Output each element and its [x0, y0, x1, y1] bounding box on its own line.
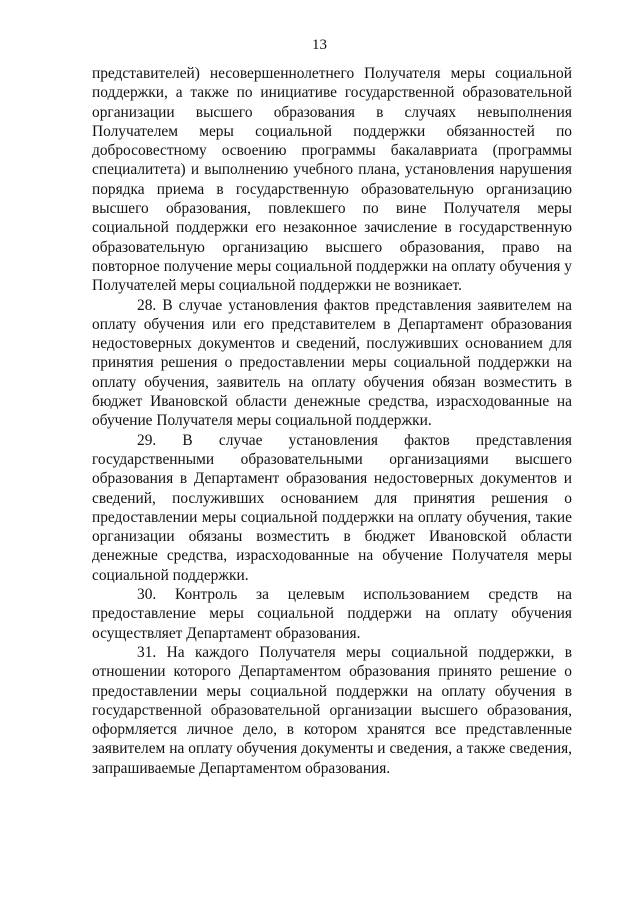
document-body [92, 64, 572, 778]
paragraph-29: 29. В случае установления фактов представления государственными образовательными организациями высшего образования в Департамент образования недостоверных документов и сведений, послуживших основанием для принятия решения о предоставлении меры социальной поддержки на оплату обучения, такие организации обязаны возместить в бюджет Ивановской области денежные средства, израсходованные на обучение Получателя меры социальной поддержки. [92, 431, 572, 584]
paragraph-31: 31. На каждого Получателя меры социальной поддержки, в отношении которого Департаментом образования принято решение о предоставлении меры социальной поддержки на оплату обучения в государственной образовательной организации высшего образования, оформляется личное дело, в котором хранятся все представленные заявителем на оплату обучения документы и сведения, а также сведения, запрашиваемые Департаментом образования. [92, 643, 572, 777]
paragraph-28: 28. В случае установления фактов представления заявителем на оплату обучения или его представителем в Департамент образования недостоверных документов и сведений, послуживших основанием для принятия решения о предоставлении меры социальной поддержки на оплату обучения, заявитель на оплату обучения обязан возместить в бюджет Ивановской области денежные средства, израсходованные на обучение Получателя меры социальной поддержки. [92, 296, 572, 430]
paragraph-continuation: представителей) несовершеннолетнего Получателя меры социальной поддержки, а также по инициативе государственной образовательной организации высшего образования в случаях невыполнения Получателем меры социальной поддержки обязанностей по добросовестному освоению программы бакалавриата (программы специалитета) и выполнению учебного плана, установления нарушения порядка приема в государственную образовательную организацию высшего образования, повлекшего по вине Получателя меры социальной поддержки его незаконное зачисление в государственную образовательную организацию высшего образования, право на повторное получение меры социальной поддержки на оплату обучения у Получателей меры социальной поддержки не возникает. [92, 65, 572, 295]
page-number: 13 [312, 37, 327, 53]
paragraph-30: 30. Контроль за целевым использованием средств на предоставление меры социальной поддержи на оплату обучения осуществляет Департамент образования. [92, 586, 572, 642]
